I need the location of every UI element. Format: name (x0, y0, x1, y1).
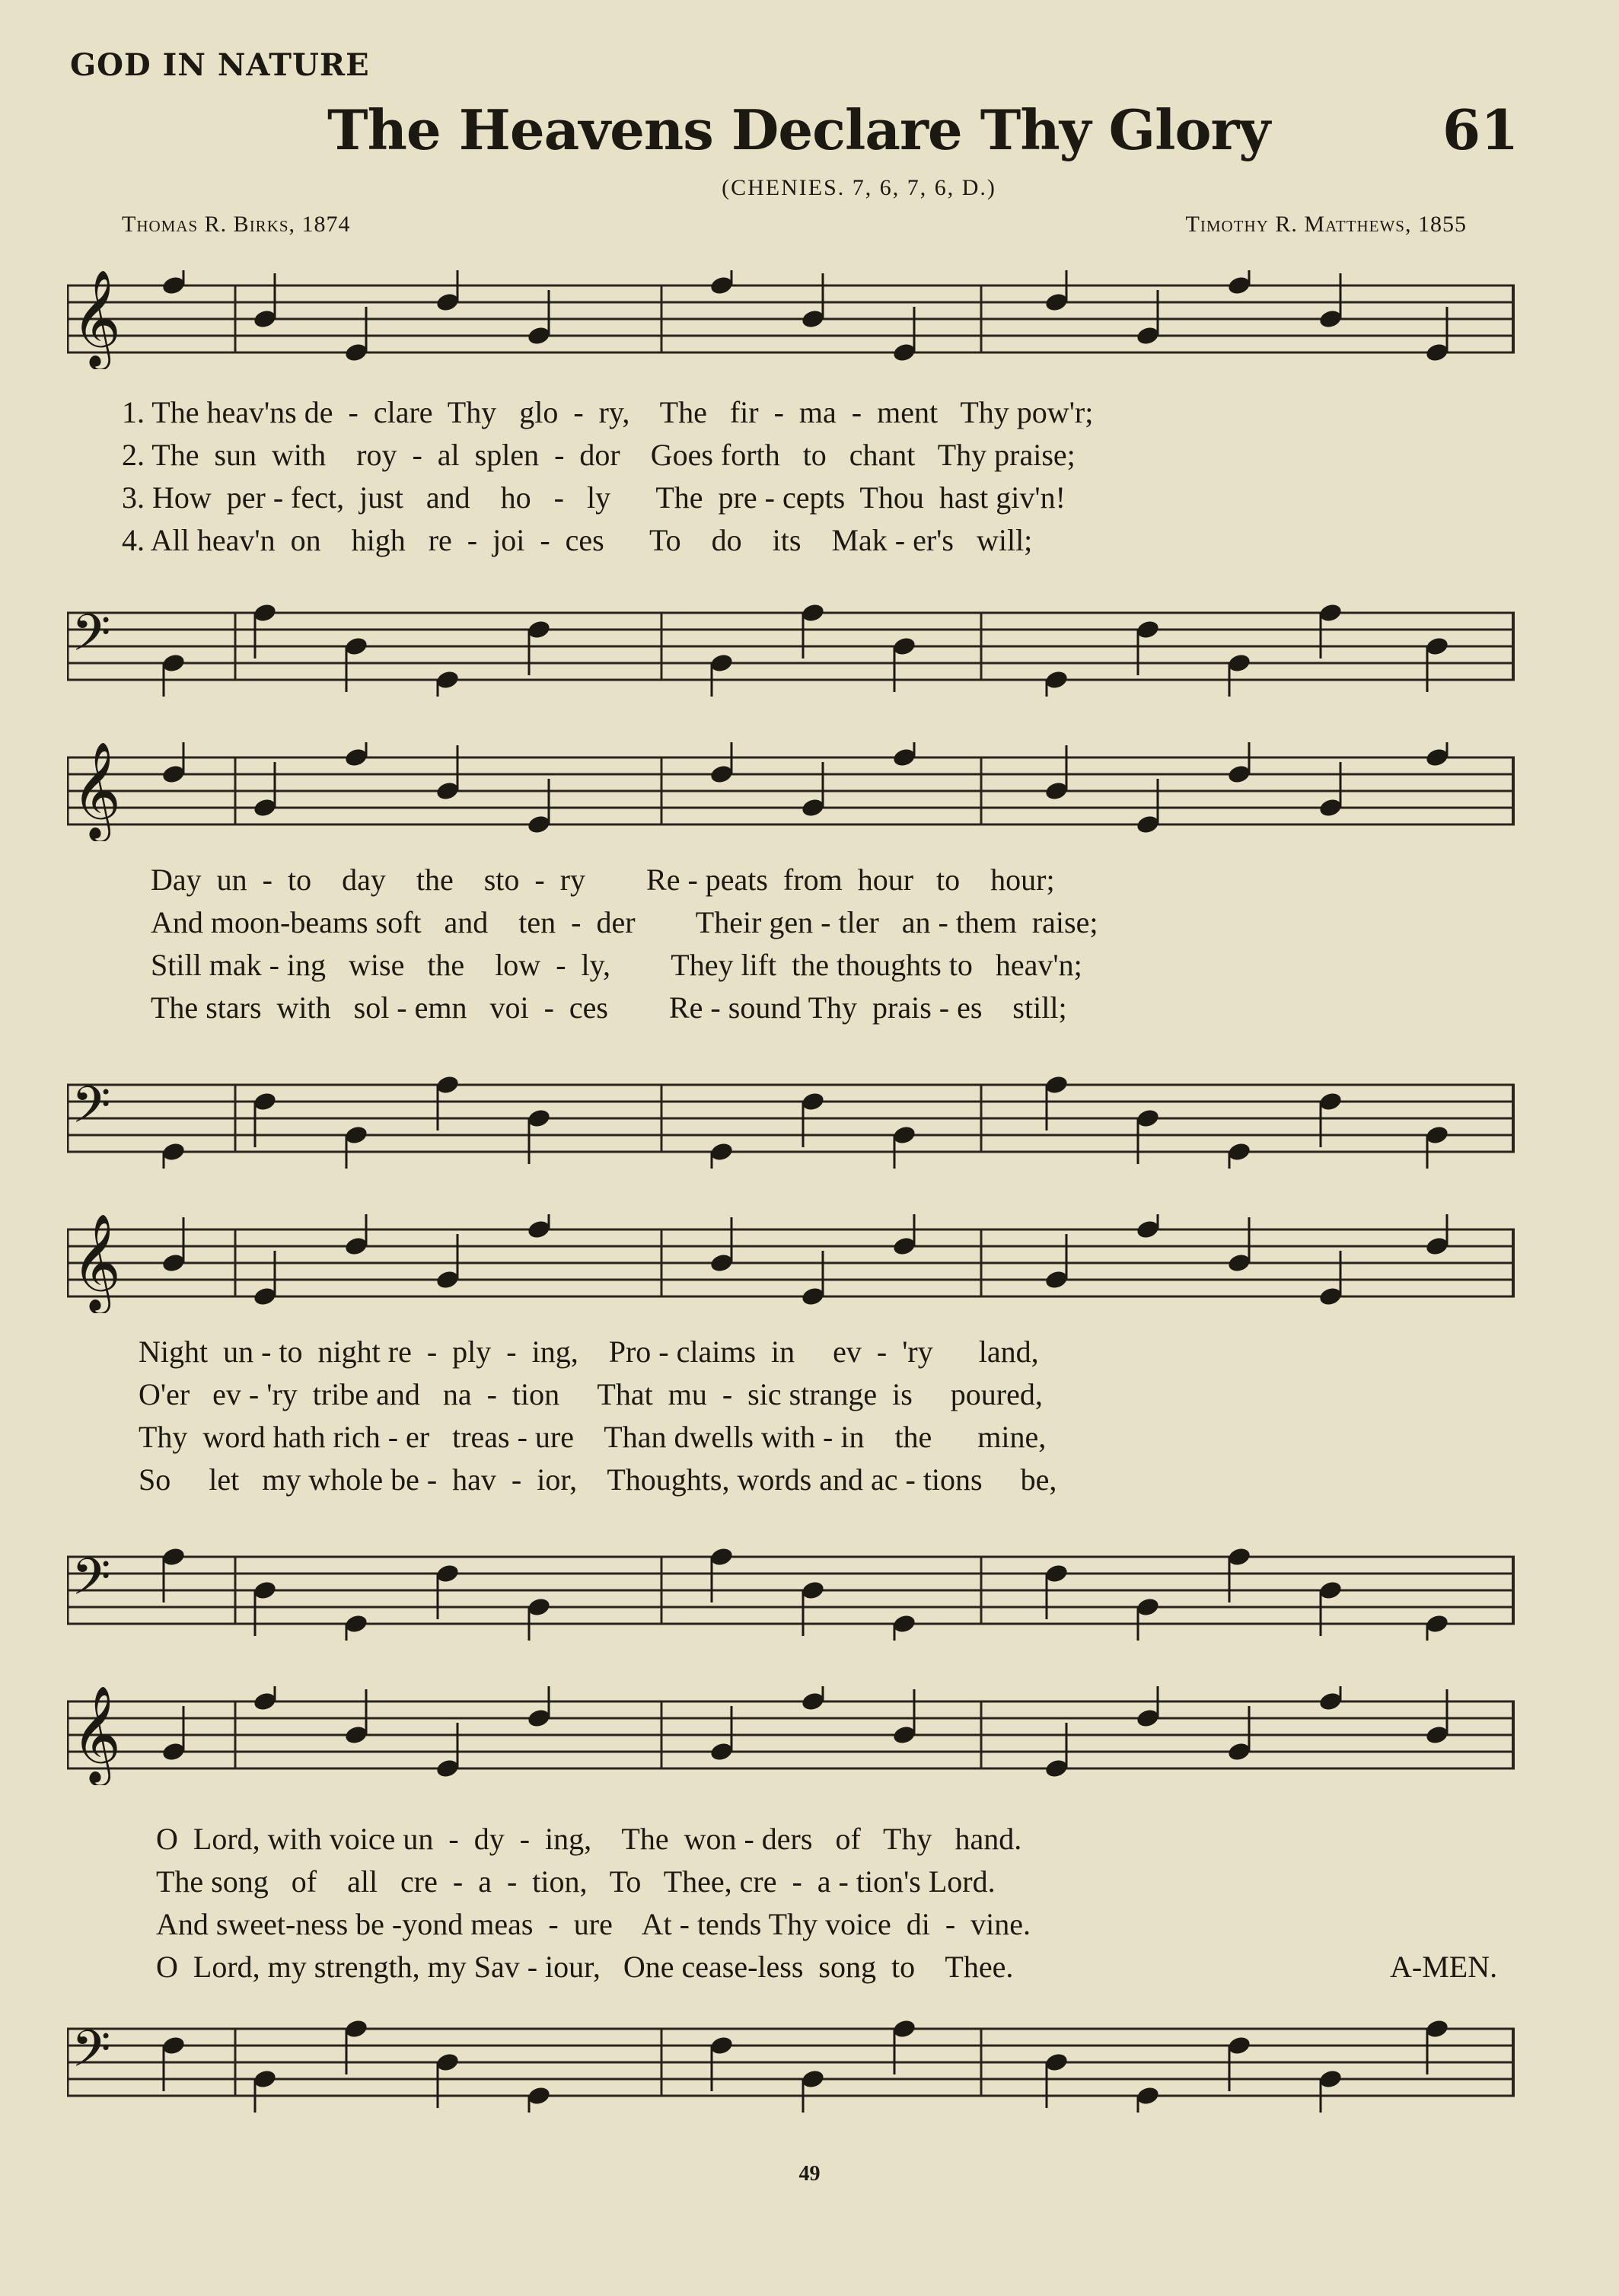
lyric-line: And moon-beams soft and ten - der Their gen - tler an - them raise; (151, 905, 1098, 939)
hymn-number: 61 (1442, 97, 1519, 162)
lyric-line: Day un - to day the sto - ry Re - peats from hour to hour; (151, 863, 1055, 897)
lyric-line: O Lord, my strength, my Sav - iour, One cease-less song to Thee. (156, 1950, 1014, 1984)
bass-staff-3 (67, 1542, 1515, 1641)
lyric-line: O Lord, with voice un - dy - ing, The won - ders of Thy hand. (156, 1822, 1022, 1856)
bass-clef-icon: 𝄢 (72, 1076, 111, 1146)
treble-clef-icon: 𝄞 (72, 1686, 122, 1782)
lyric-line: 2. The sun with roy - al splen - dor Goes forth to chant Thy praise; (122, 438, 1076, 472)
lyric-line: Thy word hath rich - er treas - ure Than dwells with - in the mine, (139, 1420, 1047, 1454)
bass-staff-2 (67, 1070, 1515, 1169)
bass-clef-icon: 𝄢 (72, 2020, 111, 2090)
lyric-line: So let my whole be - hav - ior, Thoughts, words and ac - tions be, (139, 1462, 1057, 1497)
treble-staff-2 (67, 742, 1515, 841)
page-number: 49 (798, 2162, 821, 2186)
bass-staff-1 (67, 598, 1515, 697)
hymn-title: The Heavens Declare Thy Glory (327, 97, 1270, 162)
lyric-line: The song of all cre - a - tion, To Thee, cre - a - tion's Lord. (156, 1864, 996, 1899)
section-heading: GOD IN NATURE (70, 47, 370, 83)
treble-clef-icon: 𝄞 (72, 742, 122, 838)
lyric-line: And sweet-ness be -yond meas - ure At - tends Thy voice di - vine. (156, 1907, 1031, 1941)
treble-clef-icon: 𝄞 (72, 1214, 122, 1310)
lyric-line: Night un - to night re - ply - ing, Pro - claims in ev - 'ry land, (139, 1335, 1039, 1369)
lyric-line: 1. The heav'ns de - clare Thy glo - ry, The fir - ma - ment Thy pow'r; (122, 395, 1094, 429)
treble-staff-3 (67, 1214, 1515, 1313)
amen-label: A-MEN. (1390, 1950, 1498, 1984)
treble-staff-4 (67, 1686, 1515, 1785)
bass-clef-icon: 𝄢 (72, 1548, 111, 1618)
lyric-line: 3. How per - fect, just and ho - ly The pre - cepts Thou hast giv'n! (122, 480, 1066, 515)
treble-clef-icon: 𝄞 (72, 270, 122, 366)
lyric-line: The stars with sol - emn voi - ces Re - sound Thy prais - es still; (151, 990, 1067, 1025)
lyric-line: O'er ev - 'ry tribe and na - tion That mu - sic strange is poured, (139, 1377, 1043, 1411)
lyric-line: 4. All heav'n on high re - joi - ces To do its Mak - er's will; (122, 523, 1033, 557)
lyric-line: Still mak - ing wise the low - ly, They lift the thoughts to heav'n; (151, 948, 1082, 982)
bass-staff-4 (67, 2014, 1515, 2113)
treble-staff-1 (67, 270, 1515, 369)
composer-credit: Timothy R. Matthews, 1855 (1185, 212, 1467, 237)
bass-clef-icon: 𝄢 (72, 604, 111, 674)
tune-meter: (CHENIES. 7, 6, 7, 6, D.) (722, 175, 996, 200)
author-credit: Thomas R. Birks, 1874 (122, 212, 351, 237)
